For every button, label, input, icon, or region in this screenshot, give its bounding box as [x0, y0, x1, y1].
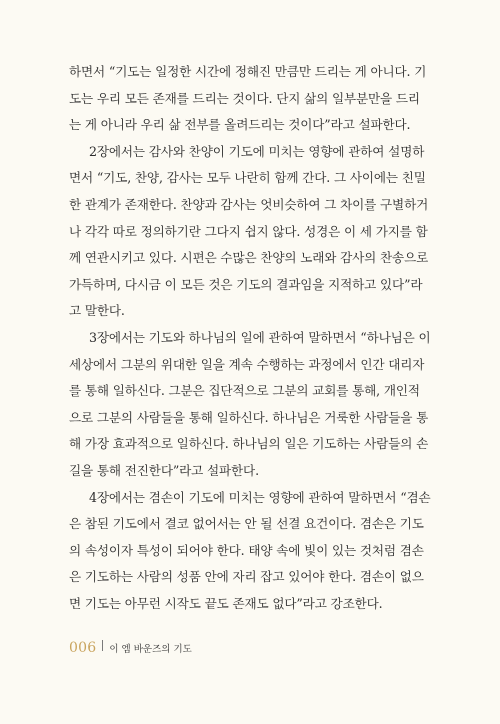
footer-divider: [102, 640, 103, 651]
text-line: 고 말한다.: [69, 303, 125, 319]
text-line: 은 기도하는 사람의 성품 안에 자리 잡고 있어야 한다. 겸손이 없으: [69, 569, 424, 585]
text-line: 길을 통해 전진한다”라고 설파한다.: [69, 462, 259, 478]
text-line: 의 속성이자 특성이 되어야 한다. 태양 속에 빛이 있는 것처럼 겸손: [69, 542, 424, 558]
text-line: 면 기도는 아무런 시작도 끝도 존재도 없다”라고 강조한다.: [69, 595, 383, 611]
text-line: 한 관계가 존재한다. 찬양과 감사는 엇비슷하여 그 차이를 구별하거: [69, 196, 429, 212]
paragraph-start-line: 2장에서는 감사와 찬양이 기도에 미치는 영향에 관하여 설명하: [89, 143, 425, 159]
text-line: 께 연관시키고 있다. 시편은 수많은 찬양의 노래와 감사의 찬송으로: [69, 250, 429, 266]
text-line: 으로 그분의 사람들을 통해 일하신다. 하나님은 거룩한 사람들을 통: [69, 409, 429, 425]
text-line: 도는 우리 모든 존재를 드리는 것이다. 단지 삶의 일부분만을 드리: [69, 90, 420, 106]
text-line: 를 통해 일하신다. 그분은 집단적으로 그분의 교회를 통해, 개인적: [69, 383, 420, 399]
text-line: 해 가장 효과적으로 일하신다. 하나님의 일은 기도하는 사람들의 손: [69, 436, 429, 452]
page-footer: [69, 638, 192, 658]
page-number: 006: [69, 640, 97, 656]
running-title: 이 엠 바운즈의 기도: [109, 644, 192, 655]
text-line: 세상에서 그분의 위대한 일을 계속 수행하는 과정에서 인간 대리자: [69, 356, 425, 372]
text-line: 은 참된 기도에서 결코 없어서는 안 될 선결 요건이다. 겸손은 기도: [69, 516, 424, 532]
text-line: 면서 “기도, 찬양, 감사는 모두 나란히 함께 간다. 그 사이에는 친밀: [69, 170, 426, 186]
body-text: [69, 59, 434, 617]
text-line: 하면서 “기도는 일정한 시간에 정해진 만큼만 드리는 게 아니다. 기: [69, 64, 427, 79]
text-line: 가득하며, 다시금 이 모든 것은 기도의 결과임을 지적하고 있다”라: [69, 276, 423, 292]
text-line: 는 게 아니라 우리 삶 전부를 올려드리는 것이다”라고 설파한다.: [69, 117, 411, 133]
text-line: 나 각각 따로 정의하기란 그다지 쉽지 않다. 성경은 이 세 가지를 함: [69, 223, 428, 239]
paragraph-start-line: 3장에서는 기도와 하나님의 일에 관하여 말하면서 “하나님은 이: [89, 329, 431, 345]
paragraph-start-line: 4장에서는 겸손이 기도에 미치는 영향에 관하여 말하면서 “겸손: [89, 489, 431, 505]
